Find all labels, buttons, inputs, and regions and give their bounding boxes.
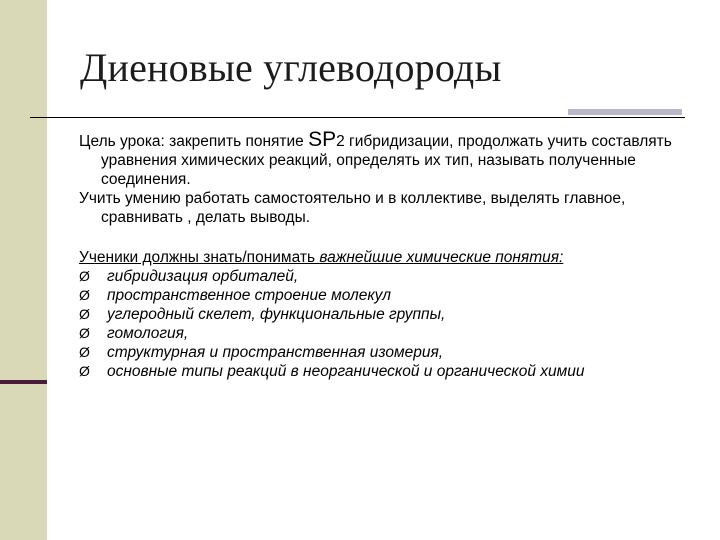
list-item <box>79 267 689 286</box>
list-item <box>79 324 689 343</box>
side-decor-band <box>0 0 47 540</box>
list-item <box>79 362 689 381</box>
lead-plain: Ученики должны знать/понимать <box>79 249 320 266</box>
list-item-text: структурная и пространственная изомерия, <box>107 344 444 361</box>
side-decor-marker <box>0 380 47 384</box>
slide-title: Диеновые углеводороды <box>80 45 502 90</box>
title-rule-accent <box>568 109 682 115</box>
concept-list <box>79 267 689 381</box>
slide-content <box>79 130 689 381</box>
goal-paragraph <box>79 130 689 189</box>
arrow-bullet-icon: Ø <box>79 344 90 360</box>
list-item <box>79 343 689 362</box>
arrow-bullet-icon: Ø <box>79 306 90 322</box>
lead-italic: важнейшие химические понятия: <box>319 249 564 266</box>
goal2-paragraph: Учить умению работать самостоятельно и в коллективе, выделять главное, сравнивать , делать выводы. <box>79 190 626 226</box>
lead-paragraph <box>79 248 689 267</box>
goal-suffix: 2 гибридизации, продолжать учить составлять уравнения химических реакций, определять их тип, называть полученные соединения. <box>101 133 672 188</box>
list-item-text: углеродный скелет, функциональные группы, <box>107 306 446 323</box>
title-rule-line <box>30 117 685 118</box>
goal-sp-term: SP <box>308 128 337 151</box>
paragraph-spacer <box>79 227 689 248</box>
goal-prefix: Цель урока: закрепить понятие <box>79 133 309 150</box>
arrow-bullet-icon: Ø <box>79 325 90 341</box>
list-item <box>79 286 689 305</box>
list-item-text: гомология, <box>107 325 189 342</box>
arrow-bullet-icon: Ø <box>79 287 90 303</box>
list-item-text: гибридизация орбиталей, <box>107 268 299 285</box>
arrow-bullet-icon: Ø <box>79 363 90 379</box>
list-item <box>79 305 689 324</box>
list-item-text: основные типы реакций в неорганической и органической химии <box>107 363 585 380</box>
arrow-bullet-icon: Ø <box>79 268 90 284</box>
list-item-text: пространственное строение молекул <box>107 287 391 304</box>
